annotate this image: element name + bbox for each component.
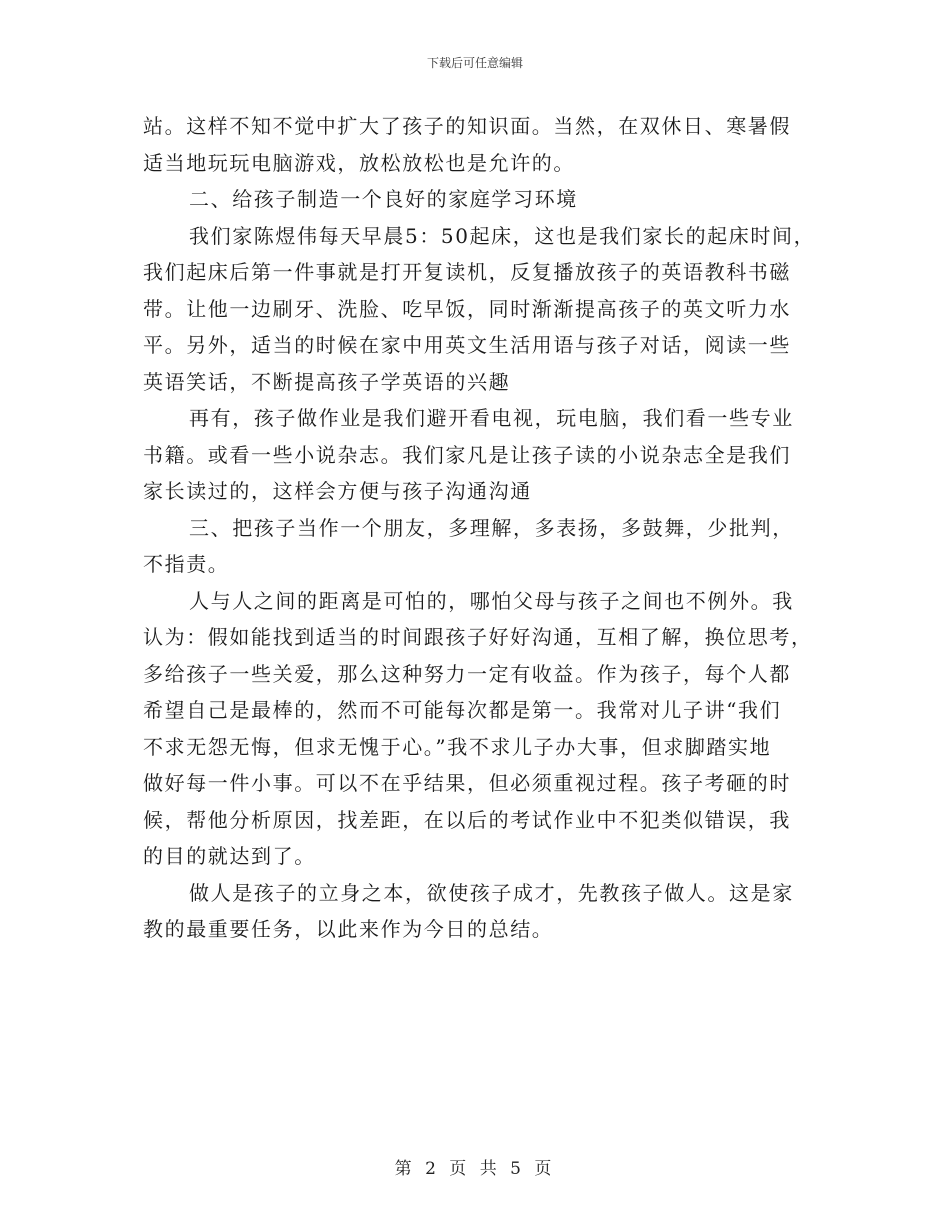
body-line: 认为：假如能找到适当的时间跟孩子好好沟通，互相了解，换位思考， xyxy=(143,625,813,649)
body-line: 带。让他一边刷牙、洗脸、吃早饭，同时渐渐提高孩子的英文听力水 xyxy=(143,296,791,321)
body-line: 家长读过的，这样会方便与孩子沟通沟通 xyxy=(143,479,532,503)
body-line: 人与人之间的距离是可怕的，哪怕父母与孩子之间也不例外。我 xyxy=(189,588,794,613)
body-line: 做好每一件小事。可以不在乎结果，但必须重视过程。孩子考砸的时 xyxy=(143,771,791,795)
body-line: 我们起床后第一件事就是打开复读机，反复播放孩子的英语教科书磁 xyxy=(143,260,791,284)
body-line: 再有，孩子做作业是我们避开看电视，玩电脑，我们看一些专业 xyxy=(189,406,794,430)
page-header: 下载后可任意编辑 xyxy=(426,56,523,70)
body-line: 平。另外，适当的时候在家中用英文生活用语与孩子对话，阅读一些 xyxy=(143,333,791,357)
body-line: 希望自己是最棒的，然而不可能每次都是第一。我常对儿子讲“我们 xyxy=(143,698,782,722)
document-body xyxy=(143,108,816,948)
body-line: 英语笑话，不断提高孩子学英语的兴趣 xyxy=(143,369,511,394)
section-heading: 二、给孩子制造一个良好的家庭学习环境 xyxy=(189,187,578,211)
section-heading: 三、把孩子当作一个朋友，多理解，多表扬，多鼓舞，少批判， xyxy=(189,515,794,540)
body-line: 我们家陈煜伟每天早晨5：50起床，这也是我们家长的起床时间， xyxy=(189,223,816,248)
body-line: 适当地玩玩电脑游戏，放松放松也是允许的。 xyxy=(143,150,575,175)
section-heading: 不指责。 xyxy=(143,552,230,576)
page-number: 第 2 页 共 5 页 xyxy=(394,1159,556,1179)
body-line: 的目的就达到了。 xyxy=(143,844,316,868)
body-line: 站。这样不知不觉中扩大了孩子的知识面。当然，在双休日、寒暑假 xyxy=(143,114,791,138)
body-line: 候，帮他分析原因，找差距，在以后的考试作业中不犯类似错误，我 xyxy=(143,807,791,832)
body-line: 不求无怨无悔，但求无愧于心。”我不求儿子办大事，但求脚踏实地 xyxy=(143,734,772,759)
body-line: 多给孩子一些关爱，那么这种努力一定有收益。作为孩子，每个人都 xyxy=(143,661,791,686)
body-line: 做人是孩子的立身之本，欲使孩子成才，先教孩子做人。这是家 xyxy=(189,880,794,905)
body-line: 教的最重要任务，以此来作为今日的总结。 xyxy=(143,917,554,941)
body-line: 书籍。或看一些小说杂志。我们家凡是让孩子读的小说杂志全是我们 xyxy=(143,442,791,467)
